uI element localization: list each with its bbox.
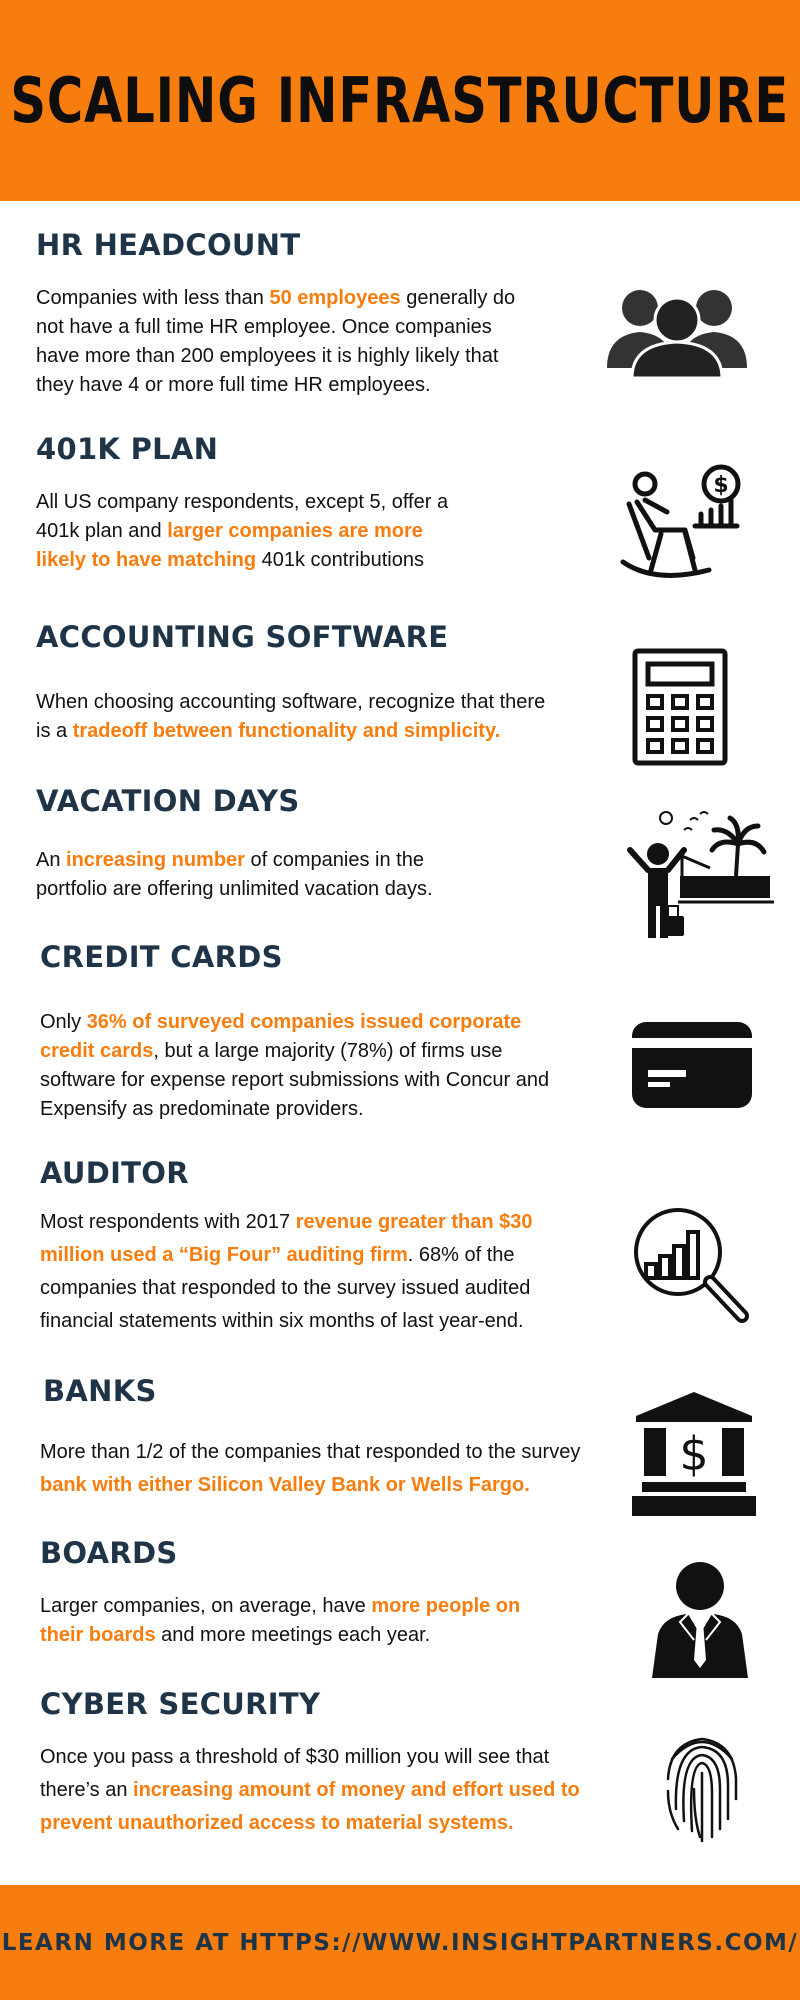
magnifier-chart-icon (630, 1204, 754, 1330)
section-auditor (0, 1156, 800, 1356)
bank-building-icon (632, 1390, 756, 1518)
credit-card-icon (632, 1022, 752, 1108)
section-heading: CYBER SECURITY (40, 1687, 321, 1721)
footer-banner (0, 1885, 800, 2000)
section-body: Companies with less than 50 employees generally do not have a full time HR employee. Once companies have more than 200 employees it is highly likely that they have 4 or more full time HR employees. (36, 287, 516, 396)
section-vacation-days (0, 784, 800, 944)
section-hr-headcount (0, 228, 800, 408)
section-heading: HR HEADCOUNT (36, 228, 301, 262)
page-title: SCALING INFRASTRUCTURE (10, 64, 790, 137)
section-body: More than 1/2 of the companies that responded to the survey bank with either Silicon Valley Bank or Wells Fargo. (40, 1441, 581, 1496)
svg-text:$: $ (713, 473, 729, 498)
section-heading: VACATION DAYS (36, 784, 300, 818)
vacation-traveler-icon (608, 810, 774, 938)
footer-link-text[interactable]: LEARN MORE AT HTTPS://WWW.INSIGHTPARTNERS.COM/ (1, 1929, 799, 1956)
fingerprint-icon (664, 1729, 740, 1843)
calculator-icon (632, 648, 728, 766)
section-body: Only 36% of surveyed companies issued corporate credit cards, but a large majority (78%) of firms use software for expense report submissions with Concur and Expensify as predominate providers. (40, 1011, 550, 1120)
section-accounting-software (0, 620, 800, 790)
section-body: An increasing number of companies in the portfolio are offering unlimited vacation days. (36, 849, 433, 900)
section-heading: ACCOUNTING SOFTWARE (36, 620, 449, 654)
section-heading: BOARDS (40, 1536, 178, 1570)
section-body: Larger companies, on average, have more people on their boards and more meetings each year. (40, 1595, 521, 1646)
section-body: Most respondents with 2017 revenue greater than $30 million used a “Big Four” auditing firm. 68% of the companies that responded to the survey issued audited financial statements within six months of last year-end. (40, 1211, 533, 1332)
section-boards (0, 1536, 800, 1696)
rocking-chair-retirement-icon (615, 462, 745, 592)
businessman-icon (650, 1560, 750, 1678)
section-body: All US company respondents, except 5, offer a 401k plan and larger companies are more likely to have matching 401k contributions (36, 491, 449, 571)
section-401k-plan (0, 432, 800, 612)
section-heading: BANKS (43, 1374, 157, 1408)
section-cyber-security (0, 1687, 800, 1867)
section-credit-cards (0, 940, 800, 1140)
section-heading: AUDITOR (40, 1156, 189, 1190)
section-heading: 401K PLAN (36, 432, 219, 466)
section-heading: CREDIT CARDS (40, 940, 283, 974)
section-body: When choosing accounting software, recognize that there is a tradeoff between functionality and simplicity. (36, 691, 546, 742)
section-body: Once you pass a threshold of $30 million you will see that there’s an increasing amount of money and effort used to prevent unauthorized access to material systems. (40, 1746, 580, 1834)
section-banks (0, 1374, 800, 1534)
header-banner (0, 0, 800, 201)
group-people-icon (602, 280, 752, 380)
svg-text:$: $ (679, 1427, 709, 1481)
